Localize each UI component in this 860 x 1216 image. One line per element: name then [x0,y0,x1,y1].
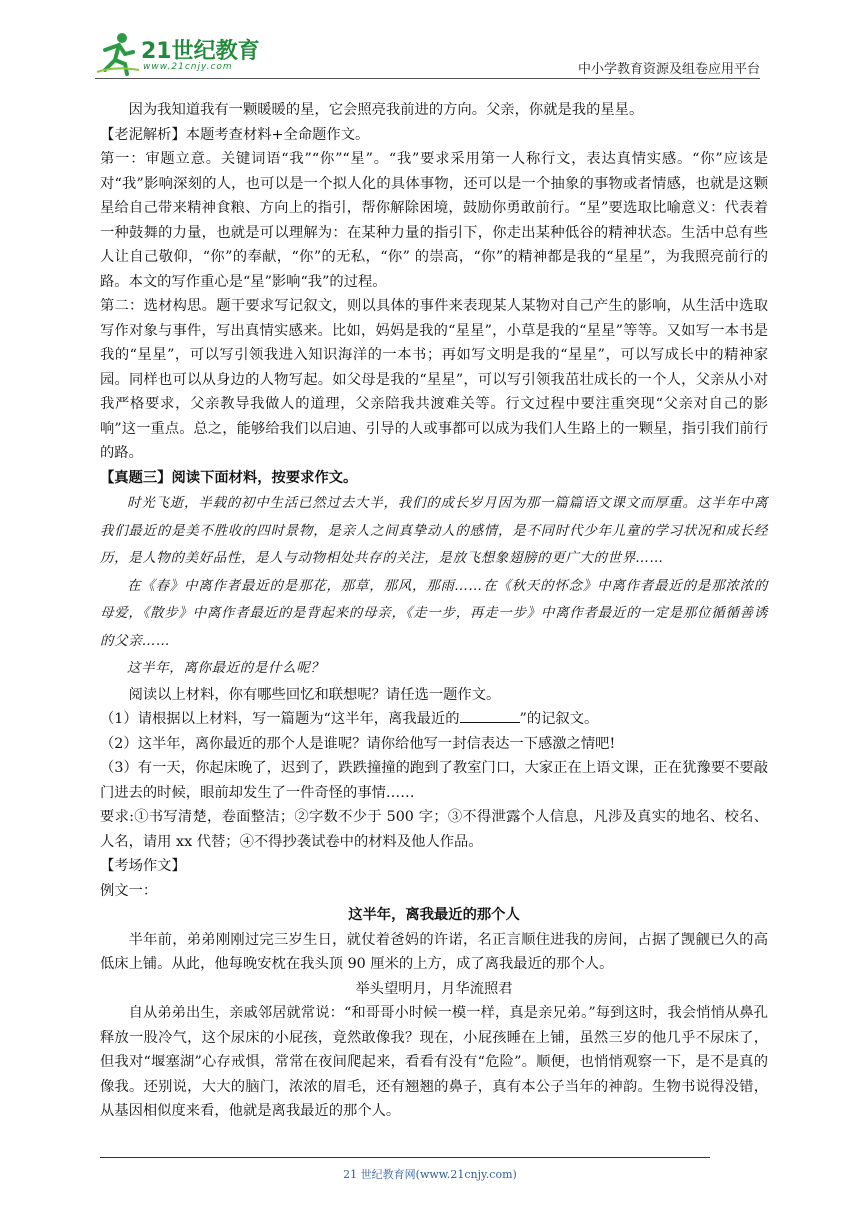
paragraph: （2）这半年，离你最近的那个人是谁呢？请你给他写一封信表达一下感激之情吧! [100,735,616,752]
page-header [95,30,760,82]
footer-divider [100,1157,710,1158]
platform-title: 中小学教育资源及组卷应用平台 [577,62,760,77]
paragraph: （3）有一天，你起床晚了，迟到了，跌跌撞撞的跑到了教室门口，大家正在上语文课，正在犹豫要不要敲门进去的时候，眼前却发生了一件奇怪的事情…… [100,760,768,801]
paragraph: 第一：审题立意。关键词语“我”“你”“星”。“我”要求采用第一人称行文，表达真情实感。“你”应该是对“我”影响深刻的人，也可以是一个拟人化的具体事物，还可以是一个抽象的事物或者情感，也就是这颗星给自己带来精神食粮、方向上的指引，帮你解除困境，鼓励你勇敢前行。“星”要选取比喻意义：代表着一种鼓舞的力量，也就是可以理解为：在某种力量的指引下，你走出某种低谷的精神状态。生活中总有些人让自己敬仰，“你”的奉献，“你”的无私，“你” 的崇高，“你”的精神都是我的“星星”，为我照亮前行的路。本文的写作重心是“星”影响“我”的过程。 [100,151,768,290]
document-body [100,98,768,1124]
paragraph: 要求:①书写清楚，卷面整洁；②字数不少于 500 字；③不得泄露个人信息，凡涉及真实的地名、校名、人名，请用 xx 代替；④不得抄袭试卷中的材料及他人作品。 [100,809,768,850]
header-divider [95,78,760,79]
footer-link[interactable]: 21 世纪教育网(www.21cnjy.com) [343,1168,517,1181]
section-heading: 【真题三】阅读下面材料，按要求作文。 [100,469,358,486]
material-paragraph: 在《春》中离作者最近的是那花，那草，那风，那雨……在《秋天的怀念》中离作者最近的是那浓浓的母爱，《散步》中离作者最近的是背起来的母亲，《走一步，再走一步》中离作者最近的一定是那位循循善诱的父亲…… [100,577,768,649]
essay-subtitle: 举头望明月，月华流照君 [355,980,513,997]
paragraph: 例文一： [100,882,158,899]
paragraph: 【老泥解析】本题考查材料+全命题作文。 [100,126,370,143]
fill-blank [460,708,520,723]
paragraph: 自从弟弟出生，亲戚邻居就常说：“和哥哥小时候一模一样，真是亲兄弟。”每到这时，我会悄悄从鼻孔释放一股冷气，这个尿床的小屁孩，竟然敢像我？现在，小屁孩睡在上铺，虽然三岁的他几乎不尿床了，但我对“堰塞湖”心存戒惧，常常在夜间爬起来，看看有没有“危险”。顺便，也悄悄观察一下，是不是真的像我。还别说，大大的脑门，浓浓的眉毛，还有翘翘的鼻子，真有本公子当年的神韵。生物书说得没错，从基因相似度来看，他就是离我最近的那个人。 [100,1005,768,1119]
essay-title: 这半年，离我最近的那个人 [348,907,520,923]
material-paragraph: 这半年，离你最近的是什么呢？ [127,660,325,676]
material-paragraph: 时光飞逝，半载的初中生活已然过去大半，我们的成长岁月因为那一篇篇语文课文而厚重。这半年中离我们最近的是美不胜收的四时景物，是亲人之间真挚动人的感情，是不同时代少年儿童的学习状况和成长经历，是人物的美好品性，是人与动物相处共存的关注，是放飞想象翅膀的更广大的世界…… [100,495,768,566]
paragraph: 第二：选材构思。题干要求写记叙文，则以具体的事件来表现某人某物对自己产生的影响，从生活中选取写作对象与事件，写出真情实感来。比如，妈妈是我的“星星”，小草是我的“星星”等等。又如写一本书是我的“星星”，可以写引领我进入知识海洋的一本书；再如写文明是我的“星星”，可以写成长中的精神家园。同样也可以从身边的人物写起。如父母是我的“星星”，可以写引领我茁壮成长的一个人，父亲从小对我严格要求，父亲教导我做人的道理，父亲陪我共渡难关等。行文过程中要注重突现“父亲对自己的影响”这一重点。总之，能够给我们以启迪、引导的人或事都可以成为我们人生路上的一颗星，指引我们前行的路。 [100,298,768,461]
paragraph: 【考场作文】 [100,858,186,874]
prompt-1-start: （1）请根据以上材料，写一篇题为“这半年，离我最近的 [100,711,460,727]
logo-text: 21世纪教育 [141,39,260,64]
paragraph: 半年前，弟弟刚刚过完三岁生日，就仗着爸妈的许诺，名正言顺住进我的房间，占据了觊觎已久的高低床上铺。从此，他每晚安枕在我头顶 90 厘米的上方，成了离我最近的那个人。 [100,931,768,972]
logo-url: www.21cnjy.com [143,62,233,72]
paragraph: 因为我知道我有一颗暖暖的星，它会照亮我前进的方向。父亲，你就是我的星星。 [128,102,644,118]
paragraph: 阅读以上材料，你有哪些回忆和联想呢？请任选一题作文。 [128,686,501,703]
site-logo[interactable] [95,30,265,78]
prompt-1-end: ”的记叙文。 [519,711,599,727]
paragraph [100,707,768,732]
runner-logo-icon [95,30,141,76]
